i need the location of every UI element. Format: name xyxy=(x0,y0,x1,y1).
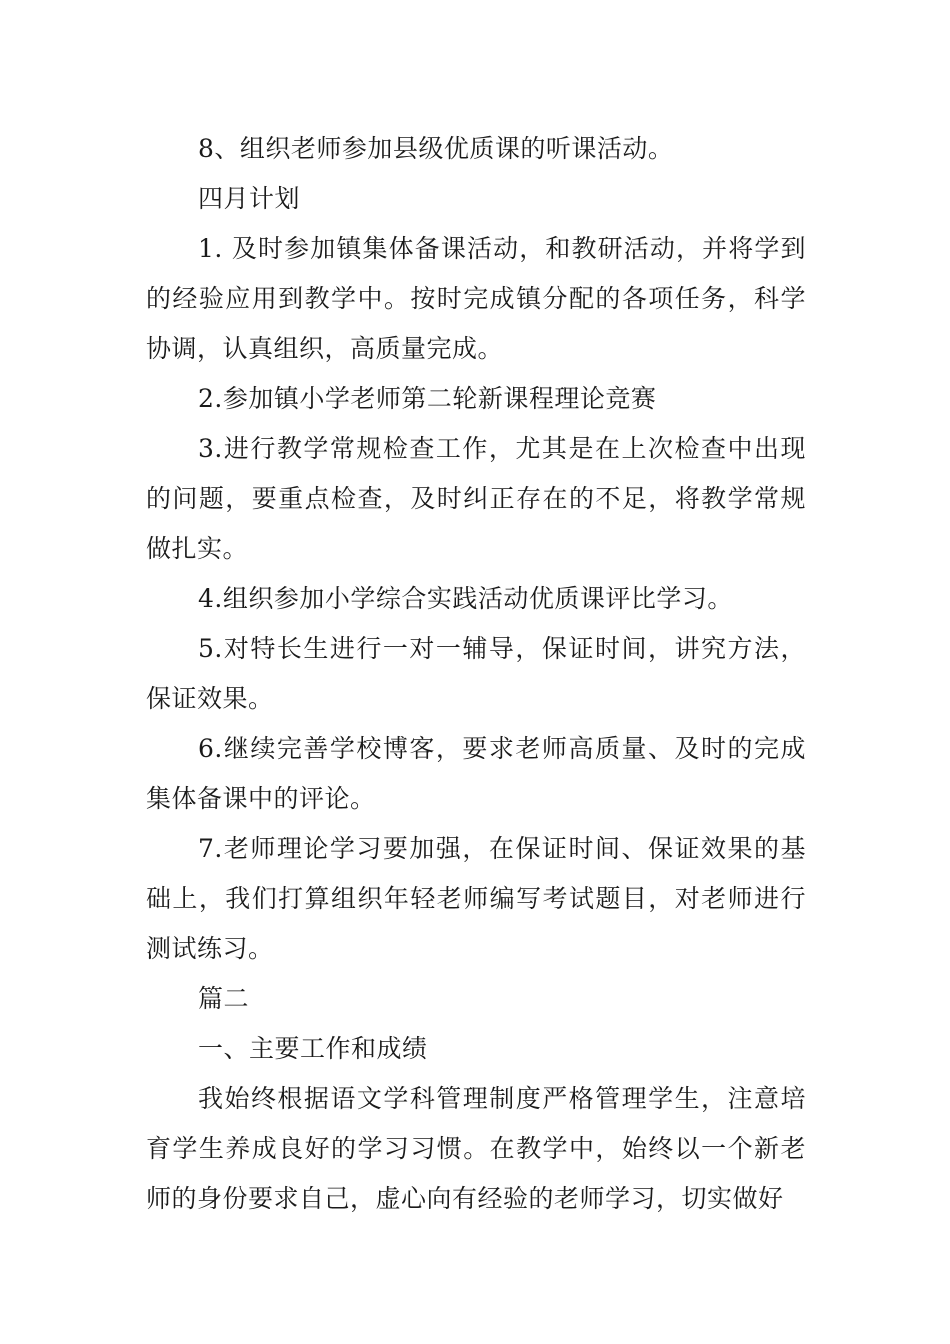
paragraph-item-5: 5.对特长生进行一对一辅导，保证时间，讲究方法，保证效果。 xyxy=(146,634,806,713)
paragraph-item-7: 7.老师理论学习要加强，在保证时间、保证效果的基础上，我们打算组织年轻老师编写考试题目，对老师进行测试练习。 xyxy=(146,834,806,963)
section-heading-main-work: 一、主要工作和成绩 xyxy=(198,1034,428,1063)
paragraph-item-3: 3.进行教学常规检查工作，尤其是在上次检查中出现的问题，要重点检查，及时纠正存在的不足，将教学常规做扎实。 xyxy=(146,434,806,563)
section-heading-part-two: 篇二 xyxy=(198,984,250,1013)
paragraph-item-1: 1. 及时参加镇集体备课活动，和教研活动，并将学到的经验应用到教学中。按时完成镇分配的各项任务，科学协调，认真组织，高质量完成。 xyxy=(146,234,806,363)
paragraph-item-8: 8、组织老师参加县级优质课的听课活动。 xyxy=(198,134,674,163)
document-body xyxy=(146,124,806,1224)
paragraph-item-6: 6.继续完善学校博客，要求老师高质量、及时的完成集体备课中的评论。 xyxy=(146,734,806,813)
section-heading-april-plan: 四月计划 xyxy=(198,184,301,213)
paragraph-item-2: 2.参加镇小学老师第二轮新课程理论竞赛 xyxy=(198,384,657,413)
paragraph-body-text: 我始终根据语文学科管理制度严格管理学生，注意培育学生养成良好的学习习惯。在教学中，始终以一个新老师的身份要求自己，虚心向有经验的老师学习，切实做好 xyxy=(146,1084,806,1213)
paragraph-item-4: 4.组织参加小学综合实践活动优质课评比学习。 xyxy=(198,584,733,613)
